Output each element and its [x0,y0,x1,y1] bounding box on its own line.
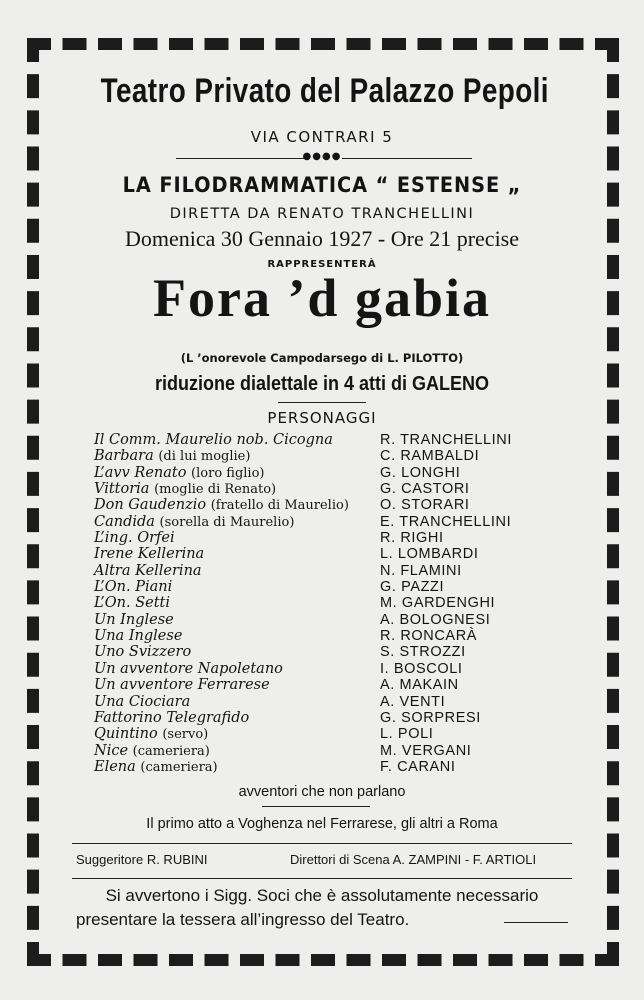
role-name: Una Ciociara [94,693,191,710]
actor-name: L. LOMBARDI [380,546,479,563]
company-name: LA FILODRAMMATICA “ ESTENSE „ [122,173,522,197]
role-name: Un Inglese [94,611,174,628]
actor-name: R. TRANCHELLINI [380,432,513,448]
extras-rule [262,806,370,807]
role-name: L’On. Piani [94,579,173,596]
divider-dots: ●●●● [302,151,342,162]
actor-name: I. BOSCOLI [380,660,463,677]
source-credit: (L ’onorevole Campodarsego di L. PILOTTO) [180,351,464,365]
address: VIA CONTRARI 5 [250,128,394,146]
theatre-name: Teatro Privato del Palazzo Pepoli [100,72,549,110]
actor-name: N. FLAMINI [380,562,462,579]
extras-line: avventori che non parlano [238,784,406,800]
presents-line: RAPPRESENTERÀ [267,259,377,270]
role-name: Candida (sorella di Maurelio) [94,513,295,530]
actor-name: G. CASTORI [380,481,470,498]
actor-name: S. STROZZI [380,644,466,661]
role-name: Il Comm. Maurelio nob. Cicogna [94,432,333,448]
prompter-credit: Suggeritore R. RUBINI [76,852,208,867]
role-name: L’ing. Orfei [94,530,175,547]
actor-name: A. BOLOGNESI [380,611,491,628]
cast-heading: PERSONAGGI [267,409,377,427]
actor-name: O. STORARI [380,497,470,514]
actor-name: M. GARDENGHI [380,595,496,612]
role-name: Nice (cameriera) [94,742,210,759]
actor-name: R. RIGHI [380,530,444,547]
role-name: L’avv Renato (loro figlio) [94,464,265,481]
divider-mid [72,843,572,844]
role-name: Don Gaudenzio (fratello di Maurelio) [94,497,349,514]
role-name: Vittoria (moglie di Renato) [94,481,277,498]
actor-name: R. RONCARÀ [380,628,478,645]
role-name: Una Inglese [94,628,183,645]
stage-directors-credit: Direttori di Scena A. ZAMPINI - F. ARTIOLI [290,852,537,867]
poster-footer [52,60,592,950]
play-title: Fora ’d gabia [152,268,491,328]
role-name: Un avventore Napoletano [94,660,283,677]
actor-name: L. POLI [380,726,434,743]
role-name: Elena (cameriera) [94,758,218,775]
actor-name: E. TRANCHELLINI [380,513,512,530]
date-line: Domenica 30 Gennaio 1927 - Ore 21 precise [124,226,520,251]
role-name: Quintino (servo) [94,726,209,743]
divider-bottom [72,878,572,879]
setting-line: Il primo atto a Voghenza nel Ferrarese, gli altri a Roma [146,816,498,832]
role-name: Uno Svizzero [94,644,192,661]
actor-name: F. CARANI [380,758,456,775]
role-name: Altra Kellerina [94,562,202,579]
actor-name: A. VENTI [380,693,446,710]
role-name: Irene Kellerina [94,546,205,563]
notice-line-2: presentare la tessera all’ingresso del Teatro. [76,910,410,929]
notice-end-rule [504,922,568,923]
actor-name: C. RAMBALDI [380,448,480,465]
role-name: L’On. Setti [94,595,171,612]
actor-name: M. VERGANI [380,742,472,759]
role-name: Fattorino Telegrafido [94,709,250,726]
actor-name: G. PAZZI [380,579,445,596]
role-name: Barbara (di lui moglie) [94,448,251,465]
notice-line-1: Si avvertono i Sigg. Soci che è assolutamente necessario [105,886,539,905]
actor-name: A. MAKAIN [380,677,459,694]
actor-name: G. SORPRESI [380,709,481,726]
director-line: DIRETTA DA RENATO TRANCHELLINI [169,206,475,222]
actor-name: G. LONGHI [380,464,461,481]
adaptation-line: riduzione dialettale in 4 atti di GALENO [154,373,490,395]
role-name: Un avventore Ferrarese [94,677,270,694]
